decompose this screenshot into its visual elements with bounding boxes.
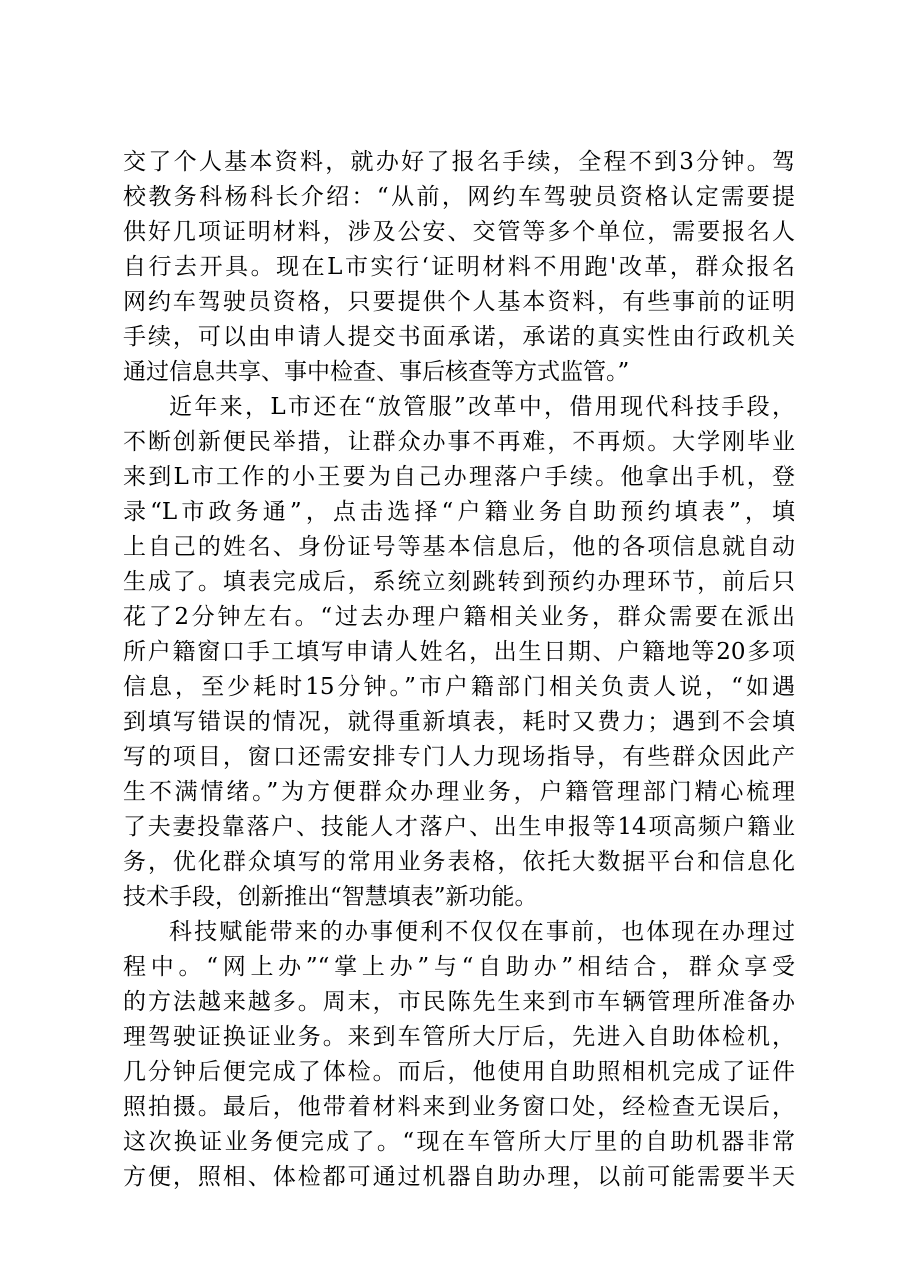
text-line: 几分钟后便完成了体检。而后，他使用自助照相机完成了证件 — [123, 1059, 795, 1085]
text-line: 这次换证业务便完成了。“现在车管所大厅里的自助机器非常 — [123, 1129, 795, 1155]
text-line: 程中。“网上办”“掌上办”与“自助办”相结合，群众享受 — [123, 954, 795, 980]
text-line: 通过信息共享、事中检查、事后核查等方式监管。” — [123, 359, 630, 385]
text-line: 网约车驾驶员资格，只要提供个人基本资料，有些事前的证明 — [123, 289, 795, 315]
text-line: 来到L市工作的小王要为自己办理落户手续。他拿出手机，登 — [123, 464, 795, 490]
text-line: 理驾驶证换证业务。来到车管所大厅后，先进入自助体检机， — [123, 1024, 795, 1050]
text-line: 了夫妻投靠落户、技能人才落户、出生申报等14项高频户籍业 — [123, 814, 795, 840]
text-line: 信息，至少耗时15分钟。”市户籍部门相关负责人说，“如遇 — [123, 674, 795, 700]
text-line: 供好几项证明材料，涉及公安、交管等多个单位，需要报名人 — [123, 219, 795, 245]
text-line: 花了2分钟左右。“过去办理户籍相关业务，群众需要在派出 — [123, 604, 795, 630]
text-line: 写的项目，窗口还需安排专门人力现场指导，有些群众因此产 — [123, 744, 795, 770]
text-line: 照拍摄。最后，他带着材料来到业务窗口处，经检查无误后， — [123, 1094, 795, 1120]
text-line: 所户籍窗口手工填写申请人姓名，出生日期、户籍地等20多项 — [123, 639, 795, 665]
text-line: 科技赋能带来的办事便利不仅仅在事前，也体现在办理过 — [169, 919, 795, 945]
text-line: 方便，照相、体检都可通过机器自助办理，以前可能需要半天 — [123, 1164, 795, 1190]
text-line: 不断创新便民举措，让群众办事不再难，不再烦。大学刚毕业 — [123, 429, 795, 455]
text-line: 生不满情绪。”为方便群众办理业务，户籍管理部门精心梳理 — [123, 779, 795, 805]
text-line: 录“L市政务通”，点击选择“户籍业务自助预约填表”，填 — [123, 499, 795, 525]
text-line: 生成了。填表完成后，系统立刻跳转到预约办理环节，前后只 — [123, 569, 795, 595]
text-line: 校教务科杨科长介绍：“从前，网约车驾驶员资格认定需要提 — [123, 184, 795, 210]
text-line: 手续，可以由申请人提交书面承诺，承诺的真实性由行政机关 — [123, 324, 795, 350]
text-line: 技术手段，创新推出“智慧填表”新功能。 — [123, 884, 538, 910]
text-line: 务，优化群众填写的常用业务表格，依托大数据平台和信息化 — [123, 849, 795, 875]
text-line: 近年来，L市还在“放管服”改革中，借用现代科技手段， — [169, 394, 795, 420]
text-line: 到填写错误的情况，就得重新填表，耗时又费力；遇到不会填 — [123, 709, 795, 735]
text-line: 的方法越来越多。周末，市民陈先生来到市车辆管理所准备办 — [123, 989, 795, 1015]
body-text — [123, 145, 795, 1195]
text-line: 自行去开具。现在L市实行‘证明材料不用跑'改革，群众报名 — [123, 254, 795, 280]
text-line: 交了个人基本资料，就办好了报名手续，全程不到3分钟。驾 — [123, 149, 795, 175]
text-line: 上自己的姓名、身份证号等基本信息后，他的各项信息就自动 — [123, 534, 795, 560]
